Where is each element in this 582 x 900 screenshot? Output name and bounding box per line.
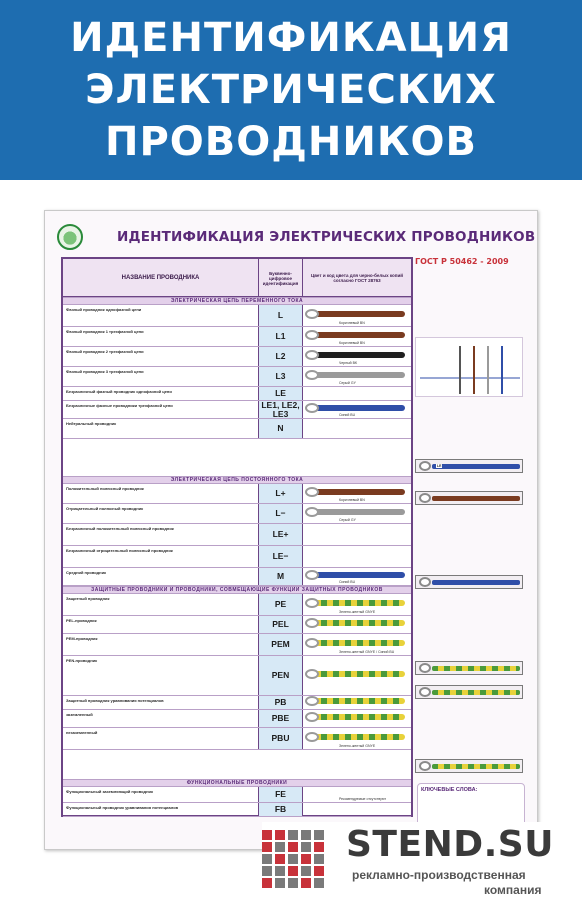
table-row xyxy=(63,728,411,750)
lug-icon xyxy=(305,309,319,319)
side-box-label: LE xyxy=(437,464,442,468)
conductor-name xyxy=(63,656,259,695)
color-label: Серый GY xyxy=(339,518,356,522)
title-banner xyxy=(0,0,582,180)
phase-diagram xyxy=(415,337,523,397)
conductor-name-text: Нейтральный проводник xyxy=(66,421,117,426)
lug-icon xyxy=(419,493,431,503)
lug-icon xyxy=(305,618,319,628)
lug-icon xyxy=(305,638,319,648)
conductor-name xyxy=(63,568,259,585)
conductor-code: PEM xyxy=(259,634,303,655)
color-label: Синий BU xyxy=(339,580,356,584)
conductor-name-text: Безразличный отрицательный полюсный проводник xyxy=(66,548,173,553)
logo-square xyxy=(288,878,298,888)
conductor-name xyxy=(63,305,259,326)
color-label: Зелено-желтый GNYE / Синий BU xyxy=(339,650,395,654)
conductor-code: FB xyxy=(259,803,303,816)
table-row xyxy=(63,616,411,634)
lug-icon xyxy=(305,487,319,497)
conductor-code: LE+ xyxy=(259,524,303,545)
lug-icon xyxy=(305,696,319,706)
table-row xyxy=(63,484,411,504)
header-name: НАЗВАНИЕ ПРОВОДНИКА xyxy=(63,259,259,297)
header-code: Буквенно-цифровое идентификация xyxy=(259,259,303,297)
wire-sample xyxy=(309,311,405,317)
wire-sample xyxy=(309,671,405,677)
wire-sample xyxy=(309,372,405,378)
lug-icon xyxy=(305,403,319,413)
table-row xyxy=(63,594,411,616)
logo-square xyxy=(262,866,272,876)
keywords-title: КЛЮЧЕВЫЕ СЛОВА: xyxy=(421,787,478,793)
conductor-name-text: Фазный проводник 2 трехфазной цепи xyxy=(66,349,144,354)
conductor-code: FE xyxy=(259,787,303,802)
logo-square xyxy=(275,842,285,852)
conductor-code: LE− xyxy=(259,546,303,567)
conductor-code: L2 xyxy=(259,347,303,366)
logo-square xyxy=(262,878,272,888)
logo-square xyxy=(288,854,298,864)
poster-title: ИДЕНТИФИКАЦИЯ ЭЛЕКТРИЧЕСКИХ ПРОВОДНИКОВ xyxy=(117,229,536,245)
conductor-name-text: Безразличный положительный полюсный проводник xyxy=(66,526,174,531)
conductor-name xyxy=(63,728,259,749)
conductor-name-text: PEM-проводник xyxy=(66,636,98,641)
table-row xyxy=(63,634,411,656)
logo-square xyxy=(288,842,298,852)
section-functional: ФУНКЦИОНАЛЬНЫЕ ПРОВОДНИКИ xyxy=(63,779,411,787)
color-label: Рекомендуемые отсутствуют xyxy=(339,797,387,801)
section-ac: ЭЛЕКТРИЧЕСКАЯ ЦЕПЬ ПЕРЕМЕННОГО ТОКА xyxy=(63,297,411,305)
logo-square xyxy=(275,878,285,888)
table-row xyxy=(63,305,411,327)
conductor-name-text: Отрицательный полюсный проводник xyxy=(66,506,144,511)
lug-icon xyxy=(305,669,319,679)
brand-name: STEND.SU xyxy=(346,824,554,865)
color-label: Зелено-желтый GNYE xyxy=(339,610,376,614)
side-box-le-plus xyxy=(415,491,523,505)
color-label: Серый GY xyxy=(339,381,356,385)
conductor-name-text: заземленный xyxy=(66,712,93,717)
poster-preview xyxy=(44,210,538,850)
side-box-pel xyxy=(415,661,523,675)
lug-icon xyxy=(305,570,319,580)
conductor-name xyxy=(63,327,259,346)
lug-icon xyxy=(419,761,431,771)
conductor-name xyxy=(63,787,259,802)
conductor-name-text: Функциональный заземляющий проводник xyxy=(66,789,153,794)
lug-icon xyxy=(305,507,319,517)
conductor-name xyxy=(63,546,259,567)
wire-sample xyxy=(309,640,405,646)
conductor-name xyxy=(63,594,259,615)
table-row xyxy=(63,656,411,696)
table-row xyxy=(63,696,411,710)
logo-square xyxy=(262,854,272,864)
logo-square xyxy=(275,866,285,876)
table-row xyxy=(63,327,411,347)
section-dc: ЭЛЕКТРИЧЕСКАЯ ЦЕПЬ ПОСТОЯННОГО ТОКА xyxy=(63,476,411,484)
table-row xyxy=(63,568,411,586)
table-header xyxy=(63,259,411,297)
conductor-name-text: Защитный проводник уравнивания потенциалов xyxy=(66,698,164,703)
conductor-name-text: PEL-проводник xyxy=(66,618,97,623)
banner-title-line-1: ИДЕНТИФИКАЦИЯ xyxy=(70,15,512,61)
lug-icon xyxy=(305,370,319,380)
wire-blue xyxy=(432,464,520,469)
logo-square xyxy=(314,878,324,888)
side-box-pel-2 xyxy=(415,685,523,699)
side-text-block xyxy=(415,269,525,274)
lug-icon xyxy=(305,350,319,360)
conductor-code: PEN xyxy=(259,656,303,695)
logo-square xyxy=(288,830,298,840)
color-label: Синий BU xyxy=(339,413,356,417)
logo-square xyxy=(314,854,324,864)
conductor-name xyxy=(63,524,259,545)
lug-icon xyxy=(419,461,431,471)
table-row xyxy=(63,401,411,419)
lug-icon xyxy=(419,577,431,587)
side-notes xyxy=(415,269,525,274)
side-box-pbu xyxy=(415,759,523,773)
conductor-code: L3 xyxy=(259,367,303,386)
table-row xyxy=(63,387,411,401)
table-row xyxy=(63,347,411,367)
wire-sample xyxy=(309,332,405,338)
conductor-name xyxy=(63,803,259,816)
wire-brown xyxy=(432,496,520,501)
wire-sample xyxy=(309,352,405,358)
wire-green-yellow xyxy=(432,690,520,695)
conductor-name-text: незаземленный xyxy=(66,730,98,735)
conductor-code: L1 xyxy=(259,327,303,346)
conductor-name-text: Фазный проводник однофазной цепи xyxy=(66,307,142,312)
conductor-name xyxy=(63,504,259,523)
phase-diagram-svg xyxy=(416,338,524,398)
conductor-name xyxy=(63,367,259,386)
banner-title-line-2: ЭЛЕКТРИЧЕСКИХ xyxy=(85,67,497,113)
banner-title-line-3: ПРОВОДНИКОВ xyxy=(104,119,478,165)
conductor-name-text: Безразличные фазные проводники трехфазной цепи xyxy=(66,403,173,408)
logo-square xyxy=(301,866,311,876)
color-label: Черный BK xyxy=(339,361,358,365)
conductor-code: N xyxy=(259,419,303,438)
logo-square xyxy=(301,842,311,852)
conductor-name xyxy=(63,634,259,655)
lug-icon xyxy=(419,663,431,673)
table-row xyxy=(63,546,411,568)
conductor-name-text: Функциональный проводник уравнивания потенциалов xyxy=(66,805,179,810)
wire-sample xyxy=(309,509,405,515)
conductor-code: PB xyxy=(259,696,303,709)
conductor-code: LE xyxy=(259,387,303,400)
logo-square xyxy=(275,830,285,840)
conductor-name-text: Положительный полюсный проводник xyxy=(66,486,144,491)
table-row xyxy=(63,367,411,387)
side-box-le xyxy=(415,459,523,473)
lug-icon xyxy=(305,712,319,722)
conductor-code: PBU xyxy=(259,728,303,749)
wire-green-yellow xyxy=(432,764,520,769)
conductor-code: L+ xyxy=(259,484,303,503)
color-label: Коричневый BN xyxy=(339,341,365,345)
wire-sample xyxy=(309,714,405,720)
conductor-code: LE1, LE2, LE3 xyxy=(259,401,303,418)
logo-square xyxy=(275,854,285,864)
conductor-name-text: Защитный проводник xyxy=(66,596,110,601)
conductor-name-text: PEN-проводник xyxy=(66,658,98,663)
conductor-name-text: Фазный проводник 3 трехфазной цепи xyxy=(66,369,144,374)
conductor-name xyxy=(63,710,259,727)
wire-sample xyxy=(309,698,405,704)
emblem-icon xyxy=(57,224,83,250)
logo-square xyxy=(262,830,272,840)
conductor-name xyxy=(63,419,259,438)
conductor-name-text: Средний проводник xyxy=(66,570,107,575)
wire-sample xyxy=(309,405,405,411)
conductor-name-text: Безразличный фазный проводник однофазной цепи xyxy=(66,389,172,394)
grid-logo-icon xyxy=(262,830,336,892)
lug-icon xyxy=(305,732,319,742)
conductor-code: PEL xyxy=(259,616,303,633)
conductor-name xyxy=(63,387,259,400)
brand-block xyxy=(262,822,582,900)
wire-blue xyxy=(432,580,520,585)
table-row xyxy=(63,803,411,817)
conductor-code: L xyxy=(259,305,303,326)
table-row xyxy=(63,504,411,524)
logo-square xyxy=(314,866,324,876)
section-pe: ЗАЩИТНЫЕ ПРОВОДНИКИ И ПРОВОДНИКИ, СОВМЕЩАЮЩИЕ ФУНКЦИИ ЗАЩИТНЫХ ПРОВОДНИКОВ xyxy=(63,586,411,594)
conductor-table xyxy=(61,257,413,817)
conductor-code: PBE xyxy=(259,710,303,727)
wire-sample xyxy=(309,600,405,606)
conductor-name xyxy=(63,696,259,709)
table-row xyxy=(63,787,411,803)
color-label: Зелено-желтый GNYE xyxy=(339,744,376,748)
logo-square xyxy=(301,878,311,888)
lug-icon xyxy=(305,598,319,608)
logo-square xyxy=(301,854,311,864)
conductor-name xyxy=(63,401,259,418)
brand-tagline: рекламно-производственная xyxy=(352,868,526,882)
conductor-name xyxy=(63,616,259,633)
conductor-name-text: Фазный проводник 1 трехфазной цепи xyxy=(66,329,144,334)
table-row xyxy=(63,419,411,439)
wire-sample xyxy=(309,620,405,626)
conductor-code: M xyxy=(259,568,303,585)
color-label: Коричневый BN xyxy=(339,498,365,502)
lug-icon xyxy=(419,687,431,697)
conductor-name xyxy=(63,347,259,366)
logo-square xyxy=(314,830,324,840)
conductor-code: PE xyxy=(259,594,303,615)
logo-square xyxy=(301,830,311,840)
table-row xyxy=(63,710,411,728)
color-label: Коричневый BN xyxy=(339,321,365,325)
wire-sample xyxy=(309,489,405,495)
wire-green-yellow xyxy=(432,666,520,671)
wire-sample xyxy=(309,572,405,578)
header-color: Цвет и код цвета для черно-белых копий согласно ГОСТ 28763 xyxy=(310,273,404,283)
wire-sample xyxy=(309,734,405,740)
brand-tagline-2: компания xyxy=(484,883,542,897)
conductor-code: L− xyxy=(259,504,303,523)
logo-square xyxy=(314,842,324,852)
side-box-le-minus xyxy=(415,575,523,589)
table-row xyxy=(63,524,411,546)
conductor-name xyxy=(63,484,259,503)
logo-square xyxy=(262,842,272,852)
lug-icon xyxy=(305,330,319,340)
gost-label: ГОСТ Р 50462 - 2009 xyxy=(415,257,509,266)
logo-square xyxy=(288,866,298,876)
